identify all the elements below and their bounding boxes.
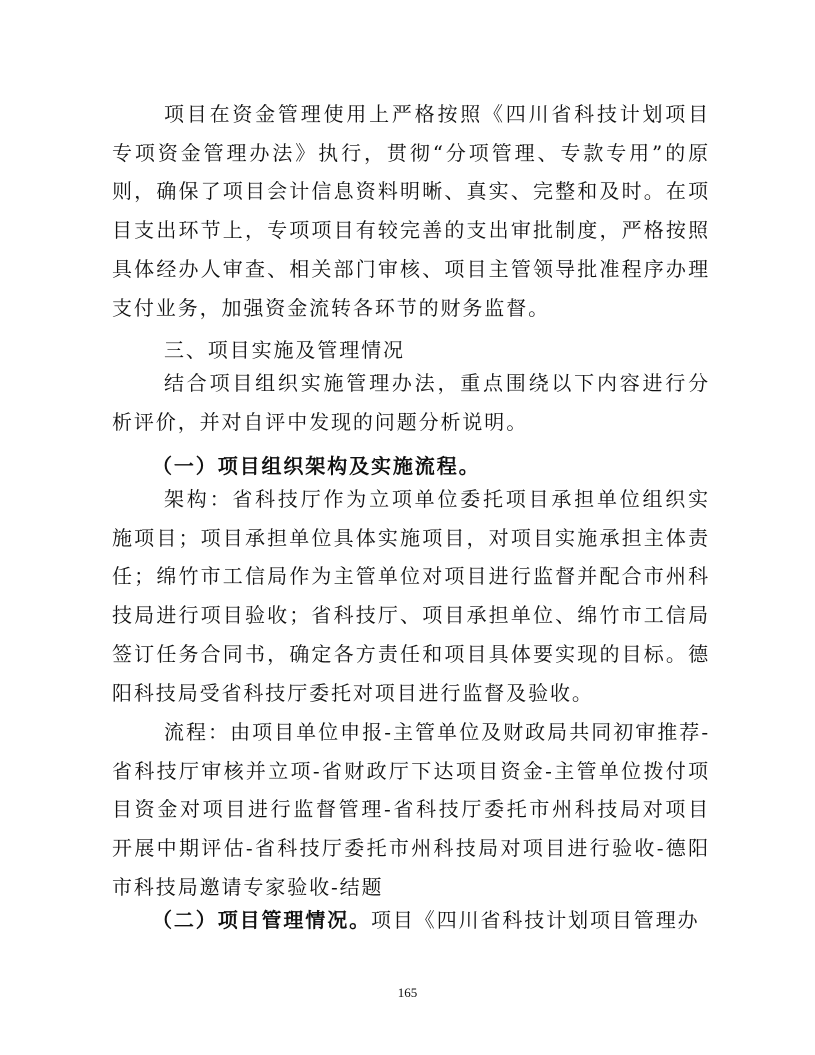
paragraph-evaluation-intro: 结合项目组织实施管理办法，重点围绕以下内容进行分析评价，并对自评中发现的问题分析说明。 — [112, 371, 710, 434]
subheading-org-structure: （一）项目组织架构及实施流程。 — [152, 454, 481, 478]
paragraph-management-start — [152, 904, 700, 933]
subheading-management: （二）项目管理情况。 — [152, 908, 371, 932]
section-heading-3: 三、项目实施及管理情况 — [164, 338, 405, 362]
paragraph-fund-management: 项目在资金管理使用上严格按照《四川省科技计划项目专项资金管理办法》执行，贯彻“分项管理、专款专用”的原则，确保了项目会计信息资料明晰、真实、完整和及时。在项目支出环节上，专项项目有较完善的支出审批制度，严格按照具体经办人审查、相关部门审核、项目主管领导批准程序办理支付业务，加强资金流转各环节的财务监督。 — [112, 102, 710, 320]
page-number: 165 — [397, 985, 418, 1000]
paragraph-management-text: 项目《四川省科技计划项目管理办 — [371, 908, 700, 932]
paragraph-structure: 架构：省科技厅作为立项单位委托项目承担单位组织实施项目；项目承担单位具体实施项目，对项目实施承担主体责任；绵竹市工信局作为主管单位对项目进行监督并配合市州科技局进行项目验收；省科技厅、项目承担单位、绵竹市工信局签订任务合同书，确定各方责任和项目具体要实现的目标。德阳科技局受省科技厅委托对项目进行监督及验收。 — [112, 487, 710, 705]
paragraph-process: 流程：由项目单位申报-主管单位及财政局共同初审推荐-省科技厅审核并立项-省财政厅下达项目资金-主管单位拨付项目资金对项目进行监督管理-省科技厅委托市州科技局对项目开展中期评估-省科技厅委托市州科技局对项目进行验收-德阳市科技局邀请专家验收-结题 — [112, 720, 710, 899]
